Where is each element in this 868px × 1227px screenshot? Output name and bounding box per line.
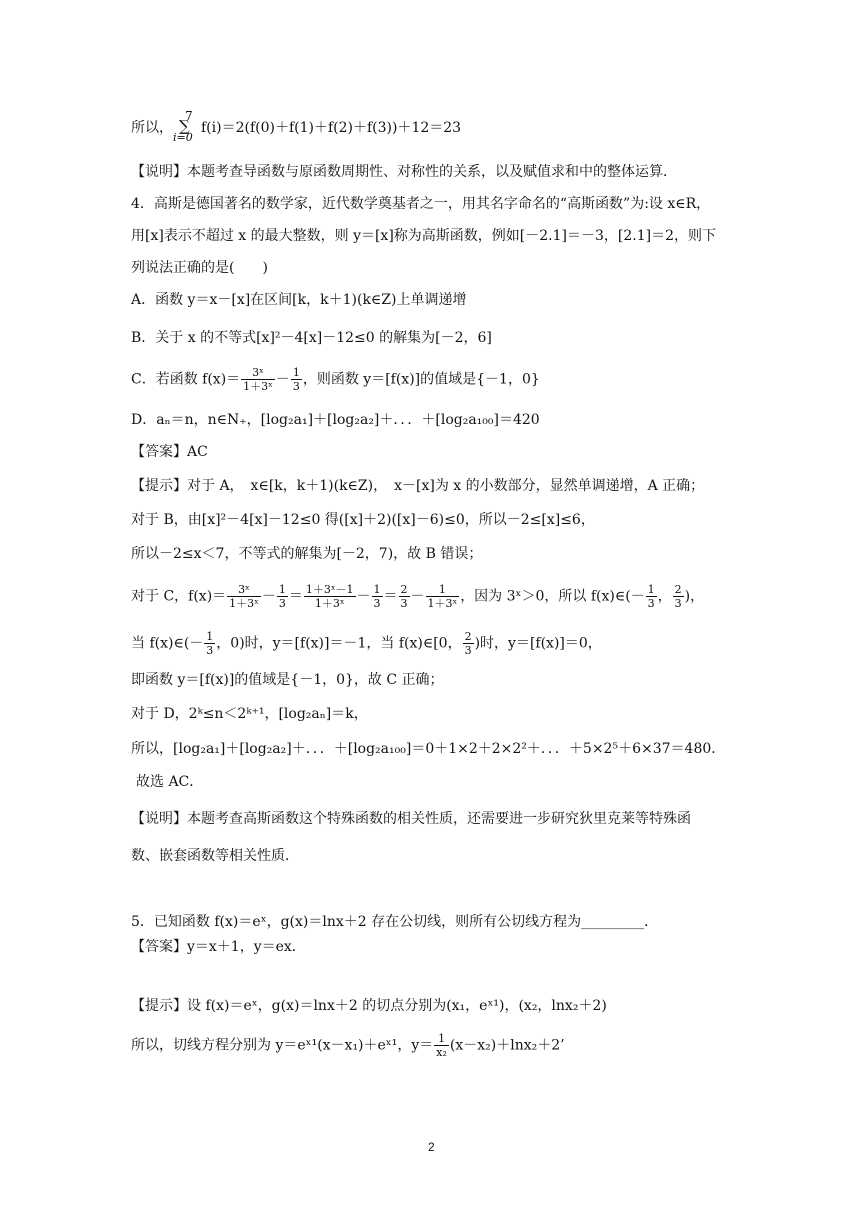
page-number: 2 — [428, 1140, 435, 1154]
text: (x－x₂)＋lnx₂＋2’ — [449, 1037, 565, 1054]
question-4-stem: 4．高斯是德国著名的数学家，近代数学奠基者之一，用其名字命名的“高斯函数”为:设 x∈R， — [131, 196, 711, 212]
fraction — [372, 583, 383, 610]
question-4-stem: 用[x]表示不超过 x 的最大整数，则 y＝[x]称为高斯函数，例如[－2.1]＝－3，[2.1]＝2，则下 — [131, 228, 716, 244]
denominator: 3 — [647, 597, 655, 610]
text: ，则函数 y＝[f(x)]的值域是{－1，0} — [302, 371, 540, 388]
numerator: 1 — [434, 1032, 449, 1046]
hint-line: 所以，[log₂a₁]＋[log₂a₂]＋．．．＋[log₂a₁₀₀]＝0＋1×2＋2×2²＋．．．＋5×2⁵＋6×37＝480． — [131, 741, 726, 757]
note-line: 【说明】本题考查高斯函数这个特殊函数的相关性质，还需要进一步研究狄里克莱等特殊函 — [131, 811, 691, 827]
option-c — [131, 366, 540, 393]
denominator: 3 — [464, 644, 472, 657]
text: － — [410, 588, 425, 605]
text: ， — [657, 588, 672, 605]
numerator: 3ˣ — [241, 366, 275, 380]
text: C．若函数 f(x)＝ — [131, 371, 241, 388]
question-4-stem: 列说法正确的是( ) — [131, 260, 268, 276]
denominator: 1＋3ˣ — [427, 597, 458, 610]
numerator: 1 — [278, 583, 286, 596]
fraction — [277, 583, 288, 610]
fraction — [304, 583, 356, 610]
summation — [173, 109, 201, 144]
denominator: 3 — [292, 380, 300, 393]
numerator: 2 — [400, 583, 408, 596]
denominator: 3 — [206, 644, 214, 657]
numerator: 2 — [464, 630, 472, 643]
text: ＝ — [383, 588, 398, 605]
text: ，因为 3ˣ＞0，所以 f(x)∈(－ — [460, 588, 645, 605]
note-line: 【说明】本题考查导函数与原函数周期性、对称性的关系，以及赋值求和中的整体运算． — [131, 164, 677, 180]
fraction — [434, 1032, 449, 1059]
conclusion-line: 故选 AC． — [136, 774, 204, 790]
numerator: 1 — [373, 583, 381, 596]
denominator: 3 — [373, 597, 381, 610]
numerator: 1 — [292, 366, 300, 379]
question-5-stem: 5．已知函数 f(x)＝eˣ，g(x)＝lnx＋2 存在公切线，则所有公切线方程为_________． — [131, 914, 659, 930]
sum-lower: i=0 — [173, 131, 193, 144]
denominator: x₂ — [436, 1046, 447, 1059]
fraction — [646, 583, 657, 610]
numerator: 1 — [426, 583, 460, 597]
numerator: 1 — [647, 583, 655, 596]
fraction — [673, 583, 684, 610]
text: f(i)＝2(f(0)＋f(1)＋f(2)＋f(3))＋12＝23 — [201, 120, 462, 136]
denominator: 3 — [400, 597, 408, 610]
option-d: D．aₙ＝n，n∈N₊，[log₂a₁]＋[log₂a₂]＋．．．＋[log₂a₁₀₀]＝420 — [131, 412, 540, 428]
numerator: 1＋3ˣ－1 — [305, 583, 354, 596]
fraction — [227, 583, 261, 610]
fraction — [241, 366, 275, 393]
sum-line — [131, 109, 462, 144]
text: 所以， — [131, 120, 173, 136]
fraction — [291, 366, 302, 393]
text: 当 f(x)∈(－ — [131, 635, 204, 652]
answer-line: 【答案】y＝x＋1，y＝ex． — [131, 939, 306, 955]
numerator: 1 — [206, 630, 214, 643]
numerator: 2 — [674, 583, 682, 596]
numerator: 3ˣ — [227, 583, 261, 597]
text: 所以，切线方程分别为 y＝eˣ¹(x－x₁)＋eˣ¹，y＝ — [131, 1037, 434, 1054]
fraction — [426, 583, 460, 610]
note-line: 数、嵌套函数等相关性质． — [131, 848, 299, 864]
hint-line: 对于 B，由[x]²－4[x]－12≤0 得([x]＋2)([x]－6)≤0，所以－2≤[x]≤6， — [131, 512, 595, 528]
text: － — [261, 588, 276, 605]
answer-line: 【答案】AC — [131, 444, 208, 460]
hint-line-c — [131, 583, 704, 610]
sum-symbol: ∑ — [179, 117, 190, 135]
hint-line-c — [131, 630, 602, 657]
text: ＝ — [288, 588, 303, 605]
hint-line: 所以－2≤x＜7，不等式的解集为[－2，7)，故 B 错误； — [131, 546, 483, 562]
text: － — [275, 371, 290, 388]
text: 对于 C，f(x)＝ — [131, 588, 227, 605]
hint-line: 【提示】对于 A， x∈[k，k＋1)(k∈Z)， x－[x]为 x 的小数部分，显然单调递增，A 正确； — [131, 478, 705, 494]
fraction — [463, 630, 474, 657]
hint-line — [131, 1032, 565, 1059]
text: )， — [684, 588, 705, 605]
denominator: 1＋3ˣ — [243, 380, 273, 393]
hint-line: 对于 D，2ᵏ≤n＜2ᵏ⁺¹，[log₂aₙ]＝k， — [131, 706, 368, 722]
denominator: 3 — [278, 597, 286, 610]
fraction — [399, 583, 410, 610]
hint-line: 即函数 y＝[f(x)]的值域是{－1，0}，故 C 正确； — [131, 672, 444, 688]
sum-upper: 7 — [185, 109, 193, 123]
text: )时，y＝[f(x)]＝0， — [474, 635, 602, 652]
text: － — [356, 588, 371, 605]
hint-line: 【提示】设 f(x)＝eˣ，g(x)＝lnx＋2 的切点分别为(x₁，eˣ¹)，(x₂，lnx₂＋2) — [131, 998, 607, 1014]
fraction — [204, 630, 215, 657]
denominator: 3 — [674, 597, 682, 610]
text: ，0)时，y＝[f(x)]＝－1，当 f(x)∈[0， — [216, 635, 462, 652]
option-a: A．函数 y＝x－[x]在区间[k，k＋1)(k∈Z)上单调递增 — [131, 292, 467, 308]
denominator: 1＋3ˣ — [314, 597, 345, 610]
option-b: B．关于 x 的不等式[x]²－4[x]－12≤0 的解集为[－2，6] — [131, 330, 492, 346]
denominator: 1＋3ˣ — [229, 597, 259, 610]
